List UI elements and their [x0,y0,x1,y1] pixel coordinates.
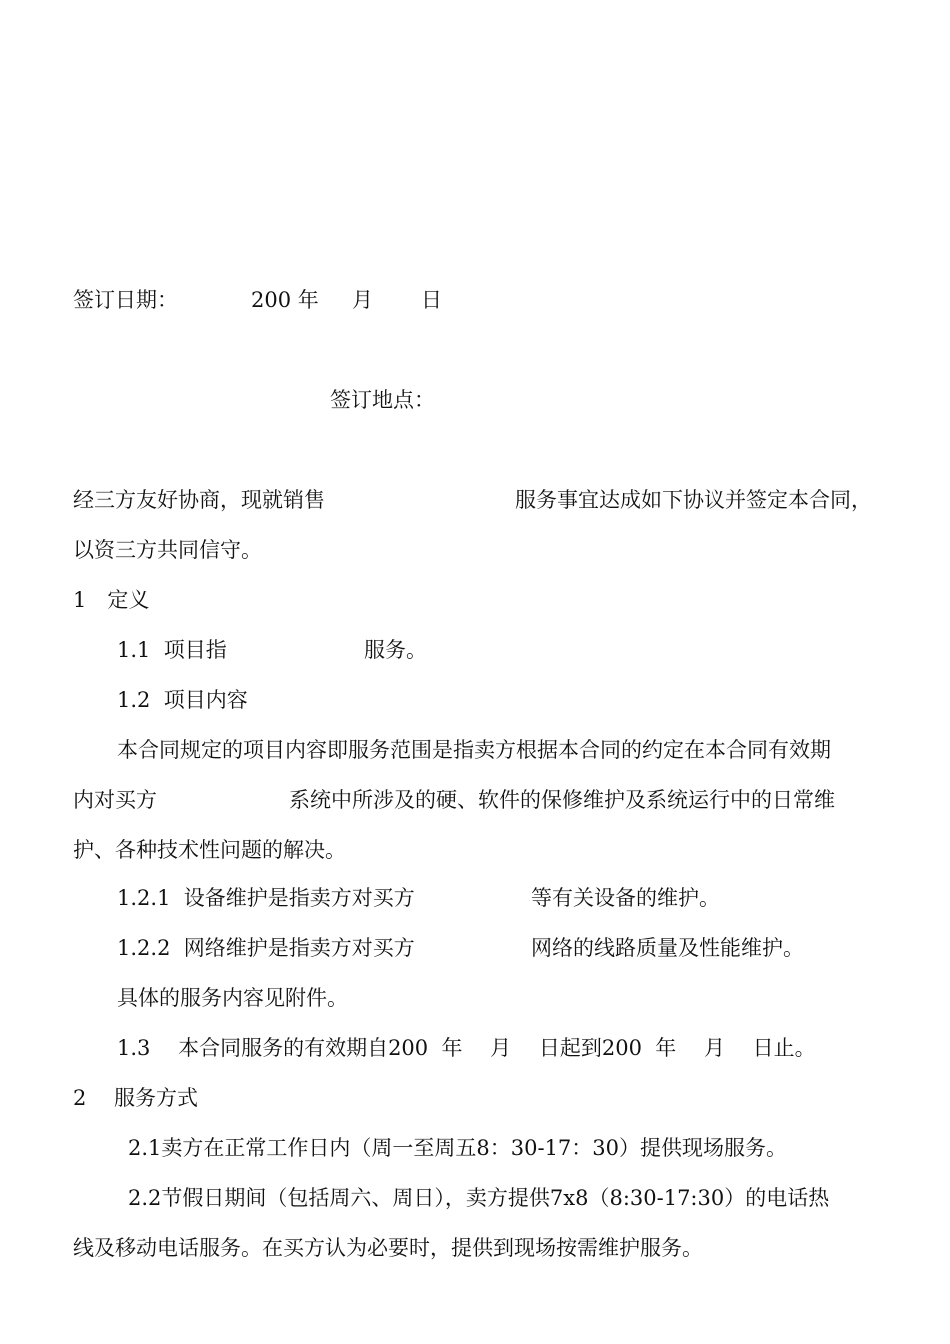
para-line3: 护、各种技术性问题的解决。 [73,838,346,862]
item-1-2-heading: 1.2 项目内容 [117,688,248,712]
intro-line2: 以资三方共同信守。 [73,538,262,562]
item-1-2-1-end: 等有关设备的维护。 [531,886,720,910]
item-2-2-line1: 2.2节假日期间（包括周六、周日），卖方提供7x8（8:30-17:30）的电话热 [128,1186,830,1210]
intro-part2: 服务事宜达成如下协议并签定本合同， [515,488,872,512]
intro-part1: 经三方友好协商，现就销售 [73,488,325,512]
signing-date-day: 日 [421,288,442,312]
item-1-1-end: 服务。 [364,638,427,662]
item-1-3: 1.3 本合同服务的有效期自200 年 月 日起到200 年 月 日止。 [117,1036,816,1060]
para-line2-start: 内对买方 [73,788,157,812]
para-line2-end: 系统中所涉及的硬、软件的保修维护及系统运行中的日常维 [289,788,835,812]
item-1-1-text: 1.1 项目指 [117,638,227,662]
para-line1: 本合同规定的项目内容即服务范围是指卖方根据本合同的约定在本合同有效期 [117,738,831,762]
item-1-2-2-end: 网络的线路质量及性能维护。 [531,936,804,960]
signing-place-label: 签订地点： [330,388,435,412]
item-2-1: 2.1卖方在正常工作日内（周一至周五8：30-17：30）提供现场服务。 [128,1136,788,1160]
detail-note: 具体的服务内容见附件。 [117,986,348,1010]
section1-heading: 1 定义 [73,588,150,612]
signing-date-label: 签订日期： [73,288,178,312]
section2-heading: 2 服务方式 [73,1086,199,1110]
item-1-2-2-text: 1.2.2 网络维护是指卖方对买方 [117,936,415,960]
item-2-2-line2: 线及移动电话服务。在买方认为必要时，提供到现场按需维护服务。 [73,1236,703,1260]
signing-date-year: 200 年 [251,288,319,312]
item-1-2-1-text: 1.2.1 设备维护是指卖方对买方 [117,886,415,910]
signing-date-month: 月 [352,288,373,312]
